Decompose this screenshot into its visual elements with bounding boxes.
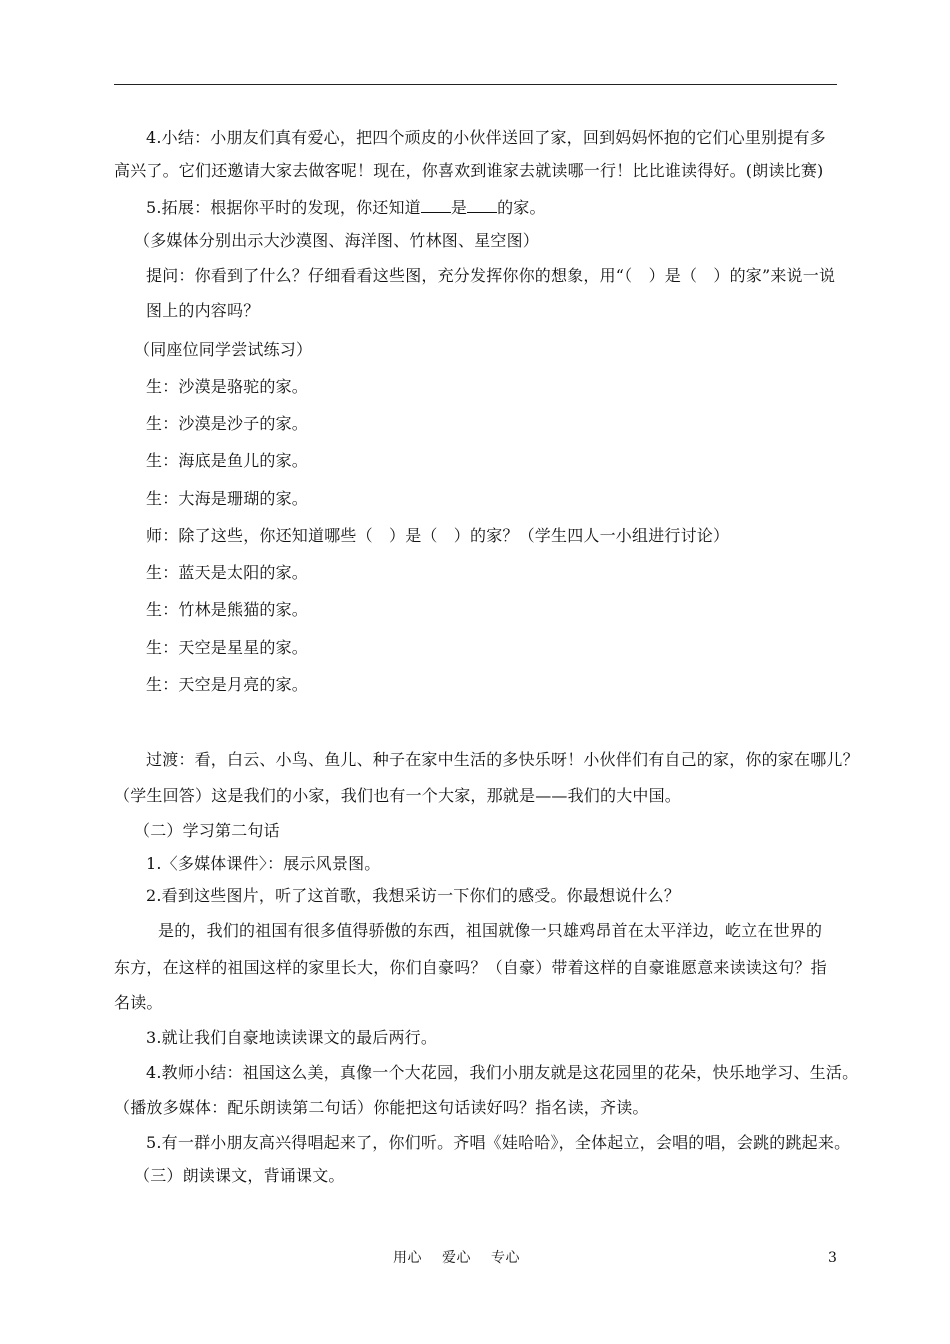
footer-motto bbox=[393, 1248, 540, 1268]
paragraph-line: （学生回答）这是我们的小家，我们也有一个大家，那就是——我们的大中国。 bbox=[114, 786, 682, 805]
section-heading: （二）学习第二句话 bbox=[134, 821, 280, 840]
paragraph-line: （播放多媒体：配乐朗读第二句话）你能把这句话读好吗？指名读，齐读。 bbox=[114, 1098, 649, 1117]
paragraph-line: 3.就让我们自豪地读读课文的最后两行。 bbox=[146, 1028, 438, 1047]
paragraph-line: 生：竹林是熊猫的家。 bbox=[146, 600, 309, 619]
paragraph-line: 生：天空是月亮的家。 bbox=[146, 675, 309, 694]
paragraph-line: 4.教师小结：祖国这么美，真像一个大花园，我们小朋友就是这花园里的花朵，快乐地学习、生活。 bbox=[146, 1063, 859, 1082]
paragraph-line: （同座位同学尝试练习） bbox=[134, 340, 313, 359]
section-heading: （三）朗读课文，背诵课文。 bbox=[134, 1166, 345, 1185]
paragraph-line: 东方，在这样的祖国这样的家里长大，你们自豪吗？（自豪）带着这样的自豪谁愿意来读读这句？指 bbox=[114, 958, 827, 977]
paragraph-line: 高兴了。它们还邀请大家去做客呢！现在，你喜欢到谁家去就读哪一行！比比谁读得好。(朗读比赛) bbox=[114, 161, 824, 180]
paragraph-line: 生：沙漠是骆驼的家。 bbox=[146, 377, 309, 396]
paragraph-line: 过渡：看，白云、小鸟、鱼儿、种子在家中生活的多快乐呀！小伙伴们有自己的家，你的家在哪儿？ bbox=[146, 750, 859, 769]
paragraph-line: 生：蓝天是太阳的家。 bbox=[146, 563, 309, 582]
paragraph-line: 生：沙漠是沙子的家。 bbox=[146, 414, 309, 433]
paragraph-line: 5.有一群小朋友高兴得唱起来了，你们听。齐唱《娃哈哈》，全体起立，会唱的唱，会跳的跳起来。 bbox=[146, 1133, 851, 1152]
footer-word: 爱心 bbox=[442, 1250, 471, 1266]
paragraph-line: 生：大海是珊瑚的家。 bbox=[146, 489, 309, 508]
footer-word: 用心 bbox=[393, 1250, 422, 1266]
header-rule bbox=[114, 84, 837, 85]
paragraph-text: 是 bbox=[450, 198, 468, 217]
paragraph-line: 生：天空是星星的家。 bbox=[146, 638, 309, 657]
paragraph-line: 图上的内容吗？ bbox=[146, 301, 260, 320]
fill-blank bbox=[467, 198, 497, 213]
paragraph-line: 2.看到这些图片，听了这首歌，我想采访一下你们的感受。你最想说什么？ bbox=[146, 886, 681, 905]
page-number: 3 bbox=[828, 1250, 837, 1266]
paragraph-line: （多媒体分别出示大沙漠图、海洋图、竹林图、星空图） bbox=[134, 231, 540, 250]
paragraph-line: 名读。 bbox=[114, 993, 163, 1012]
paragraph-line: 生：海底是鱼儿的家。 bbox=[146, 451, 309, 470]
footer-word: 专心 bbox=[491, 1250, 520, 1266]
paragraph-line: 1.〈多媒体课件〉：展示风景图。 bbox=[146, 854, 381, 873]
paragraph-line bbox=[146, 197, 546, 219]
paragraph-text: 的家。 bbox=[497, 198, 546, 217]
paragraph-text: 5.拓展：根据你平时的发现，你还知道 bbox=[146, 198, 421, 217]
paragraph-line: 4.小结：小朋友们真有爱心，把四个顽皮的小伙伴送回了家，回到妈妈怀抱的它们心里别提有多 bbox=[146, 128, 826, 147]
paragraph-line: 师：除了这些，你还知道哪些（ ）是（ ）的家？（学生四人一小组进行讨论） bbox=[146, 526, 730, 545]
paragraph-line: 是的，我们的祖国有很多值得骄傲的东西，祖国就像一只雄鸡昂首在太平洋边，屹立在世界的 bbox=[158, 921, 823, 940]
fill-blank bbox=[421, 198, 451, 213]
paragraph-line: 提问：你看到了什么？仔细看看这些图，充分发挥你你的想象，用“（ ）是（ ）的家”来说一说 bbox=[146, 266, 836, 285]
